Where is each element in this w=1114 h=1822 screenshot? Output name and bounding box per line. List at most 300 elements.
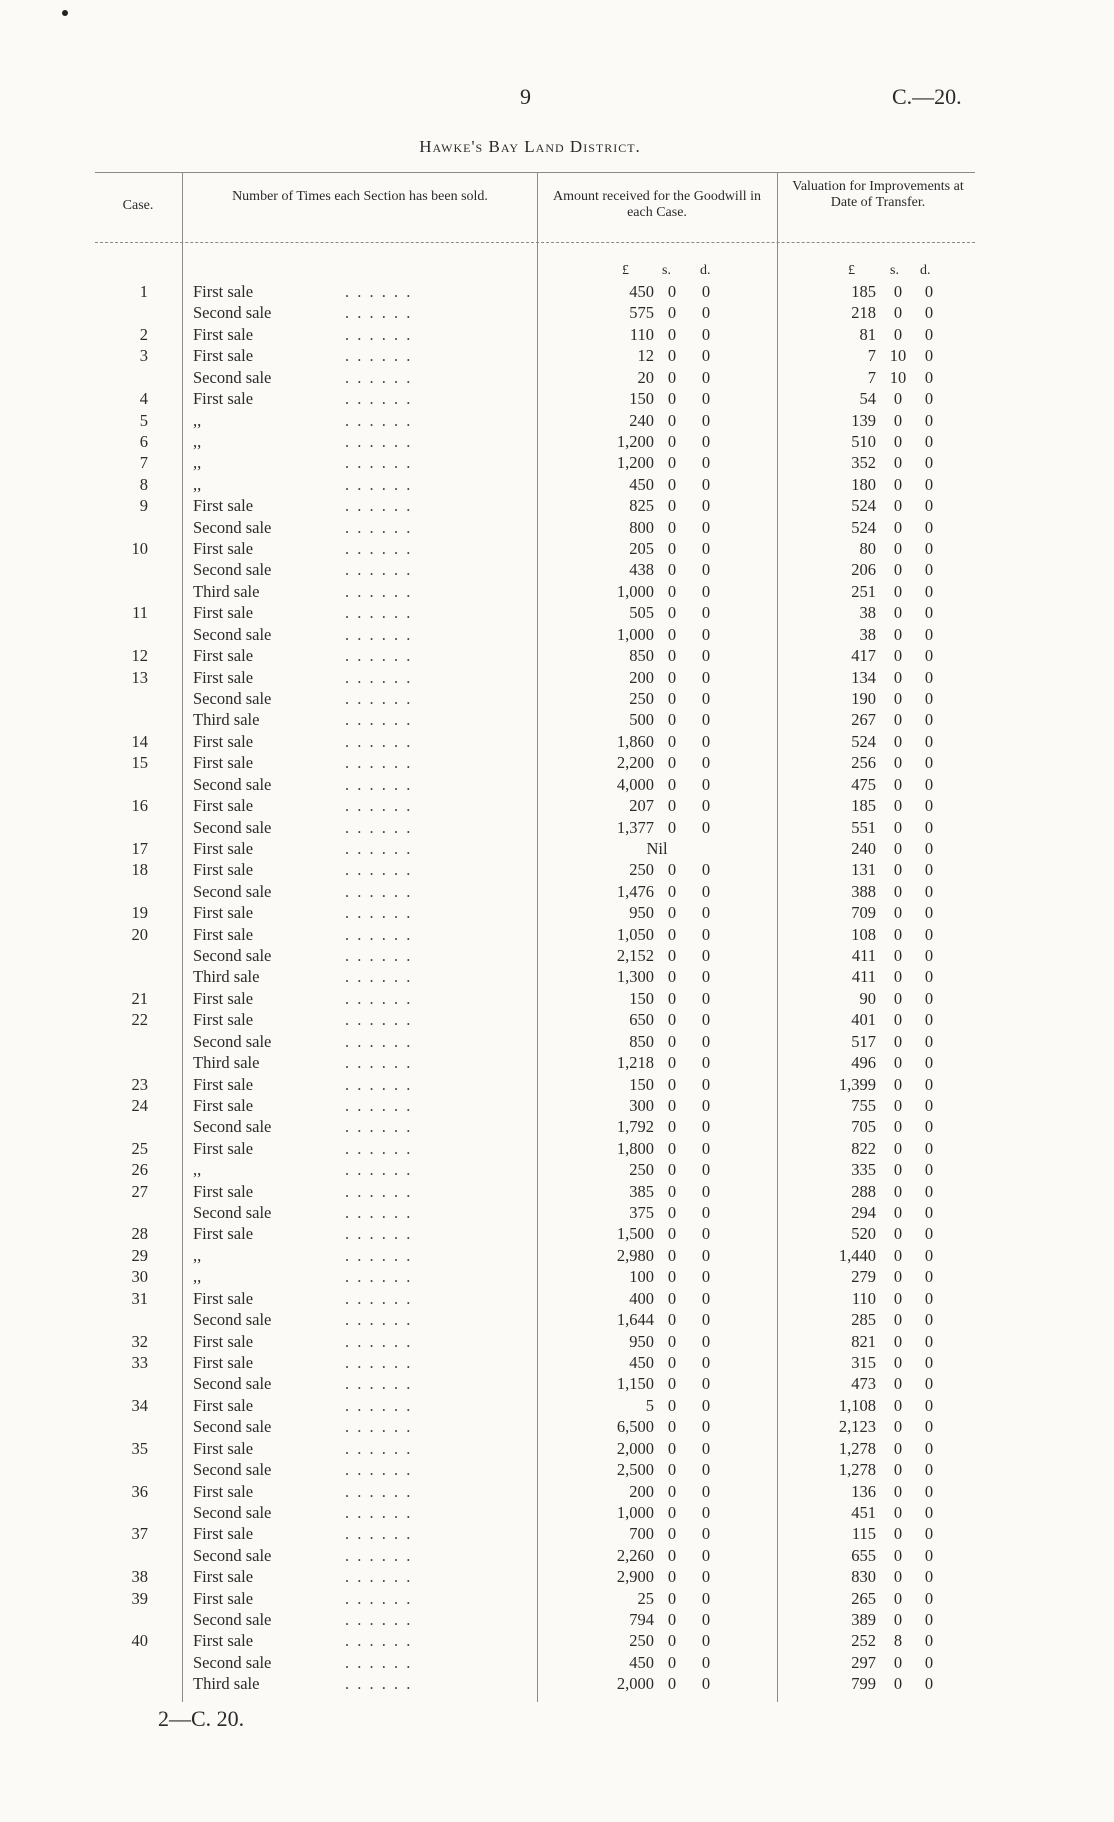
valuation-pounds: 285	[851, 1310, 876, 1330]
table-row	[0, 645, 1114, 666]
valuation-shillings: 0	[893, 1053, 903, 1073]
valuation-shillings: 0	[893, 753, 903, 773]
amount-pounds: 1,800	[616, 1138, 654, 1158]
valuation-pence: 0	[924, 1160, 934, 1180]
dot-leader: . . . . . .	[345, 1203, 413, 1223]
sale-label: First sale	[193, 1095, 254, 1115]
amount-shillings: 0	[667, 1674, 677, 1694]
valuation-shillings: 0	[893, 667, 903, 687]
dot-leader: . . . . . .	[345, 924, 413, 944]
sale-label: First sale	[193, 324, 254, 344]
ink-dot	[62, 10, 68, 16]
amount-shillings: 0	[667, 1588, 677, 1608]
valuation-pence: 0	[924, 1095, 934, 1115]
amount-pounds: 250	[629, 1631, 654, 1651]
amount-pounds: 500	[629, 710, 654, 730]
dot-leader: . . . . . .	[345, 796, 413, 816]
dot-leader: . . . . . .	[345, 624, 413, 644]
valuation-shillings: 0	[893, 1310, 903, 1330]
table-row	[0, 1116, 1114, 1137]
valuation-shillings: 0	[893, 1674, 903, 1694]
case-number: 23	[131, 1074, 148, 1094]
case-number: 12	[131, 646, 148, 666]
amount-pounds: 794	[629, 1610, 654, 1630]
amount-pounds: 12	[637, 346, 654, 366]
header-times-sold: Number of Times each Section has been sold.	[232, 189, 488, 204]
table-row	[0, 1181, 1114, 1202]
sale-label: Third sale	[193, 581, 260, 601]
amount-pounds: 2,000	[616, 1438, 654, 1458]
case-number: 27	[131, 1181, 148, 1201]
sale-label: ,,	[193, 410, 202, 430]
valuation-pounds: 315	[851, 1353, 876, 1372]
amount-pence: 0	[701, 1160, 711, 1180]
amount-shillings: 0	[667, 303, 677, 323]
sale-label: Second sale	[193, 1374, 272, 1394]
valuation-pence: 0	[924, 431, 934, 451]
amount-pounds: 850	[629, 646, 654, 666]
valuation-shillings: 0	[893, 817, 903, 837]
valuation-pounds: 115	[851, 1524, 876, 1544]
amount-shillings: 0	[667, 474, 677, 494]
valuation-pounds: 81	[859, 324, 876, 344]
amount-pounds: 438	[629, 560, 654, 580]
table-row	[0, 517, 1114, 538]
amount-shillings: 0	[667, 517, 677, 537]
table-row	[0, 1074, 1114, 1095]
valuation-shillings: 0	[893, 324, 903, 344]
valuation-pence: 0	[924, 1674, 934, 1694]
valuation-shillings: 0	[893, 410, 903, 430]
amount-pence: 0	[701, 389, 711, 409]
valuation-pounds: 218	[851, 303, 876, 323]
dot-leader: . . . . . .	[345, 1524, 413, 1544]
valuation-pounds: 401	[851, 1010, 876, 1030]
amount-shillings: 0	[667, 881, 677, 901]
valuation-shillings: 0	[893, 1267, 903, 1287]
valuation-pence: 0	[924, 731, 934, 751]
valuation-pounds: 136	[851, 1481, 876, 1501]
case-number: 7	[139, 453, 148, 473]
amount-shillings: 0	[667, 988, 677, 1008]
valuation-pence: 0	[924, 838, 934, 858]
table-row	[0, 388, 1114, 409]
sale-label: Third sale	[193, 1674, 260, 1694]
sale-label: First sale	[193, 667, 254, 687]
amount-pounds: 1,200	[616, 453, 654, 473]
amount-pence: 0	[701, 324, 711, 344]
dot-leader: . . . . . .	[345, 453, 413, 473]
amount-shillings: 0	[667, 410, 677, 430]
valuation-shillings: 0	[893, 903, 903, 923]
amount-pounds: 825	[629, 496, 654, 516]
amount-pounds: 1,860	[616, 731, 654, 751]
table-row	[0, 731, 1114, 752]
case-number: 39	[131, 1588, 148, 1608]
table-row	[0, 1138, 1114, 1159]
amount-pence: 0	[701, 1588, 711, 1608]
amount-shillings: 0	[667, 1374, 677, 1394]
dot-leader: . . . . . .	[345, 967, 413, 987]
valuation-pounds: 7	[867, 367, 876, 387]
valuation-shillings: 0	[893, 967, 903, 987]
valuation-shillings: 0	[893, 1395, 903, 1415]
valuation-pounds: 267	[851, 710, 876, 730]
amount-shillings: 0	[667, 688, 677, 708]
amount-pence: 0	[701, 303, 711, 323]
dot-leader: . . . . . .	[345, 410, 413, 430]
header-amount: Amount received for the Goodwill in each Case.	[552, 189, 761, 220]
amount-pence: 0	[701, 603, 711, 623]
amount-shillings: 0	[667, 710, 677, 730]
dot-leader: . . . . . .	[345, 389, 413, 409]
valuation-shillings: 8	[893, 1631, 903, 1651]
valuation-pounds: 185	[851, 282, 876, 301]
case-number: 28	[131, 1224, 148, 1244]
amount-shillings: 0	[667, 946, 677, 966]
table-row	[0, 1545, 1114, 1566]
valuation-pounds: 80	[859, 539, 876, 559]
table-row	[0, 431, 1114, 452]
header-bottom-rule	[95, 242, 975, 243]
amount-pence: 0	[701, 667, 711, 687]
amount-shillings: 0	[667, 774, 677, 794]
dot-leader: . . . . . .	[345, 1631, 413, 1651]
amount-pence: 0	[701, 688, 711, 708]
amount-pounds: 385	[629, 1181, 654, 1201]
table-row	[0, 302, 1114, 323]
amount-pence: 0	[701, 1502, 711, 1522]
dot-leader: . . . . . .	[345, 346, 413, 366]
dot-leader: . . . . . .	[345, 881, 413, 901]
table-row	[0, 1266, 1114, 1287]
valuation-pence: 0	[924, 1331, 934, 1351]
valuation-pounds: 206	[851, 560, 876, 580]
amount-pence: 0	[701, 1245, 711, 1265]
valuation-pence: 0	[924, 410, 934, 430]
valuation-pounds: 252	[851, 1631, 876, 1651]
table-row	[0, 1009, 1114, 1030]
valuation-pence: 0	[924, 1181, 934, 1201]
amount-pence-unit: d.	[700, 263, 711, 278]
table-row	[0, 795, 1114, 816]
amount-pence: 0	[701, 624, 711, 644]
sale-label: First sale	[193, 1138, 254, 1158]
table-row	[0, 709, 1114, 730]
table-row	[0, 367, 1114, 388]
sale-label: First sale	[193, 1331, 254, 1351]
valuation-pounds: 110	[851, 1288, 876, 1308]
amount-shillings: 0	[667, 1438, 677, 1458]
sale-label: First sale	[193, 389, 254, 409]
valuation-shillings: 0	[893, 1374, 903, 1394]
valuation-shillings: 0	[893, 1524, 903, 1544]
amount-shillings: 0	[667, 1395, 677, 1415]
valuation-shillings: 0	[893, 1074, 903, 1094]
valuation-pounds: 279	[851, 1267, 876, 1287]
amount-pounds: 240	[629, 410, 654, 430]
amount-pounds: 2,500	[616, 1460, 654, 1480]
table-row	[0, 1159, 1114, 1180]
valuation-pounds: 139	[851, 410, 876, 430]
case-number: 17	[131, 838, 148, 858]
valuation-pounds: 389	[851, 1610, 876, 1630]
valuation-shillings: 0	[893, 453, 903, 473]
sale-label: Second sale	[193, 1203, 272, 1223]
case-number: 3	[139, 346, 148, 366]
amount-shillings: 0	[667, 1545, 677, 1565]
valuation-pounds: 2,123	[838, 1417, 876, 1437]
valuation-pounds: 190	[851, 688, 876, 708]
valuation-pounds: 1,108	[838, 1395, 876, 1415]
amount-pounds: 2,200	[616, 753, 654, 773]
amount-shillings: 0	[667, 1331, 677, 1351]
dot-leader: . . . . . .	[345, 496, 413, 516]
amount-pounds: 450	[629, 1652, 654, 1672]
valuation-pence: 0	[924, 1224, 934, 1244]
case-number: 35	[131, 1438, 148, 1458]
valuation-pence: 0	[924, 1203, 934, 1223]
amount-pence: 0	[701, 646, 711, 666]
valuation-pounds: 265	[851, 1588, 876, 1608]
amount-pounds: 950	[629, 1331, 654, 1351]
valuation-pence: 0	[924, 1588, 934, 1608]
amount-pence: 0	[701, 1310, 711, 1330]
dot-leader: . . . . . .	[345, 1460, 413, 1480]
valuation-pence: 0	[924, 581, 934, 601]
valuation-pounds: 451	[851, 1502, 876, 1522]
sale-label: First sale	[193, 1010, 254, 1030]
table-row	[0, 881, 1114, 902]
dot-leader: . . . . . .	[345, 774, 413, 794]
table-row	[0, 1031, 1114, 1052]
amount-shillings: 0	[667, 1031, 677, 1051]
valuation-pence: 0	[924, 967, 934, 987]
valuation-pence: 0	[924, 753, 934, 773]
valuation-pence: 0	[924, 688, 934, 708]
valuation-shillings: 0	[893, 946, 903, 966]
amount-pence: 0	[701, 1610, 711, 1630]
amount-pounds: 505	[629, 603, 654, 623]
amount-shillings: 0	[667, 282, 677, 301]
case-number: 36	[131, 1481, 148, 1501]
case-number: 33	[131, 1353, 148, 1372]
amount-shillings: 0	[667, 731, 677, 751]
amount-pence: 0	[701, 881, 711, 901]
table-row	[0, 538, 1114, 559]
amount-shillings: 0	[667, 1502, 677, 1522]
sale-label: First sale	[193, 646, 254, 666]
case-number: 5	[139, 410, 148, 430]
sale-label: First sale	[193, 903, 254, 923]
case-number: 25	[131, 1138, 148, 1158]
case-number: 14	[131, 731, 148, 751]
amount-pounds: 110	[629, 324, 654, 344]
valuation-shillings: 0	[893, 1095, 903, 1115]
table-row	[0, 559, 1114, 580]
header-case: Case.	[122, 198, 154, 213]
amount-pence: 0	[701, 1224, 711, 1244]
sale-label: Second sale	[193, 774, 272, 794]
dot-leader: . . . . . .	[345, 753, 413, 773]
amount-shillings: 0	[667, 667, 677, 687]
valuation-pence: 0	[924, 1288, 934, 1308]
valuation-shillings: 0	[893, 1224, 903, 1244]
amount-pounds: 375	[629, 1203, 654, 1223]
valuation-pounds: 335	[851, 1160, 876, 1180]
valuation-pounds: 256	[851, 753, 876, 773]
sale-label: First sale	[193, 838, 254, 858]
valuation-pence: 0	[924, 303, 934, 323]
case-number: 31	[131, 1288, 148, 1308]
amount-pounds: 5	[645, 1395, 654, 1415]
amount-pence: 0	[701, 731, 711, 751]
amount-pence: 0	[701, 710, 711, 730]
sale-label: First sale	[193, 539, 254, 559]
amount-pence: 0	[701, 1053, 711, 1073]
table-row	[0, 1630, 1114, 1651]
sale-label: First sale	[193, 731, 254, 751]
amount-pence: 0	[701, 1652, 711, 1672]
amount-shillings: 0	[667, 753, 677, 773]
amount-shillings: 0	[667, 453, 677, 473]
table-row	[0, 859, 1114, 880]
amount-shillings: 0	[667, 1631, 677, 1651]
dot-leader: . . . . . .	[345, 688, 413, 708]
dot-leader: . . . . . .	[345, 1288, 413, 1308]
amount-pounds: 2,152	[616, 946, 654, 966]
amount-pence: 0	[701, 539, 711, 559]
case-number: 24	[131, 1095, 148, 1115]
valuation-pounds: 830	[851, 1567, 876, 1587]
dot-leader: . . . . . .	[345, 324, 413, 344]
valuation-pence: 0	[924, 860, 934, 880]
valuation-pence: 0	[924, 988, 934, 1008]
dot-leader: . . . . . .	[345, 903, 413, 923]
dot-leader: . . . . . .	[345, 817, 413, 837]
dot-leader: . . . . . .	[345, 431, 413, 451]
valuation-pence: 0	[924, 1245, 934, 1265]
valuation-pence: 0	[924, 1374, 934, 1394]
valuation-pounds: 709	[851, 903, 876, 923]
amount-pounds: 575	[629, 303, 654, 323]
table-row	[0, 324, 1114, 345]
case-number: 29	[131, 1245, 148, 1265]
amount-pence: 0	[701, 1524, 711, 1544]
sale-label: Second sale	[193, 1117, 272, 1137]
amount-shillings: 0	[667, 646, 677, 666]
amount-pence: 0	[701, 1117, 711, 1137]
sale-label: Third sale	[193, 710, 260, 730]
table-row	[0, 988, 1114, 1009]
sale-label: ,,	[193, 1160, 202, 1180]
valuation-pence: 0	[924, 1438, 934, 1458]
amount-pounds: 6,500	[616, 1417, 654, 1437]
valuation-pence: 0	[924, 324, 934, 344]
table-row	[0, 495, 1114, 516]
dot-leader: . . . . . .	[345, 1374, 413, 1394]
amount-shillings: 0	[667, 860, 677, 880]
valuation-pounds: 496	[851, 1053, 876, 1073]
amount-shillings: 0	[667, 1224, 677, 1244]
case-number: 37	[131, 1524, 148, 1544]
valuation-pence: 0	[924, 346, 934, 366]
sale-label: First sale	[193, 496, 254, 516]
amount-pence: 0	[701, 1203, 711, 1223]
amount-pence: 0	[701, 1674, 711, 1694]
table-row	[0, 667, 1114, 688]
dot-leader: . . . . . .	[345, 1160, 413, 1180]
amount-shillings: 0	[667, 796, 677, 816]
amount-pence: 0	[701, 517, 711, 537]
valuation-pounds: 524	[851, 496, 876, 516]
case-number: 13	[131, 667, 148, 687]
valuation-shillings: 0	[893, 838, 903, 858]
case-number: 26	[131, 1160, 148, 1180]
dot-leader: . . . . . .	[345, 1095, 413, 1115]
valuation-pence: 0	[924, 453, 934, 473]
table-row	[0, 1609, 1114, 1630]
table-row	[0, 1331, 1114, 1352]
sale-label: ,,	[193, 1267, 202, 1287]
sale-label: Second sale	[193, 517, 272, 537]
table-row	[0, 1481, 1114, 1502]
header-top-rule	[95, 172, 975, 173]
dot-leader: . . . . . .	[345, 603, 413, 623]
amount-pence: 0	[701, 282, 711, 301]
table-row	[0, 1459, 1114, 1480]
amount-pounds: 250	[629, 860, 654, 880]
valuation-pounds: 131	[851, 860, 876, 880]
amount-pounds: 1,218	[616, 1053, 654, 1073]
valuation-pence: 0	[924, 1353, 934, 1372]
table-row	[0, 1223, 1114, 1244]
sale-label: First sale	[193, 1395, 254, 1415]
valuation-shillings: 0	[893, 796, 903, 816]
valuation-pound-unit: £	[848, 263, 855, 278]
valuation-shillings: 0	[893, 431, 903, 451]
valuation-pence: 0	[924, 924, 934, 944]
valuation-shillings: 0	[893, 389, 903, 409]
amount-shillings: 0	[667, 1074, 677, 1094]
amount-pounds: 4,000	[616, 774, 654, 794]
case-number: 18	[131, 860, 148, 880]
sale-label: First sale	[193, 346, 254, 366]
sale-label: First sale	[193, 860, 254, 880]
amount-shillings: 0	[667, 1010, 677, 1030]
dot-leader: . . . . . .	[345, 1652, 413, 1672]
valuation-pence: 0	[924, 817, 934, 837]
amount-pence: 0	[701, 1181, 711, 1201]
case-number: 10	[131, 539, 148, 559]
amount-pounds: 2,000	[616, 1674, 654, 1694]
valuation-shillings: 0	[893, 1460, 903, 1480]
valuation-shillings: 0	[893, 1203, 903, 1223]
valuation-pence: 0	[924, 560, 934, 580]
amount-pence: 0	[701, 367, 711, 387]
table-row	[0, 945, 1114, 966]
valuation-pounds: 108	[851, 924, 876, 944]
amount-pounds: 400	[629, 1288, 654, 1308]
valuation-pounds: 297	[851, 1652, 876, 1672]
case-number: 1	[139, 282, 148, 301]
valuation-pounds: 475	[851, 774, 876, 794]
valuation-pence: 0	[924, 710, 934, 730]
amount-shillings: 0	[667, 903, 677, 923]
case-number: 2	[139, 324, 148, 344]
valuation-pounds: 54	[859, 389, 876, 409]
valuation-pence: 0	[924, 1524, 934, 1544]
